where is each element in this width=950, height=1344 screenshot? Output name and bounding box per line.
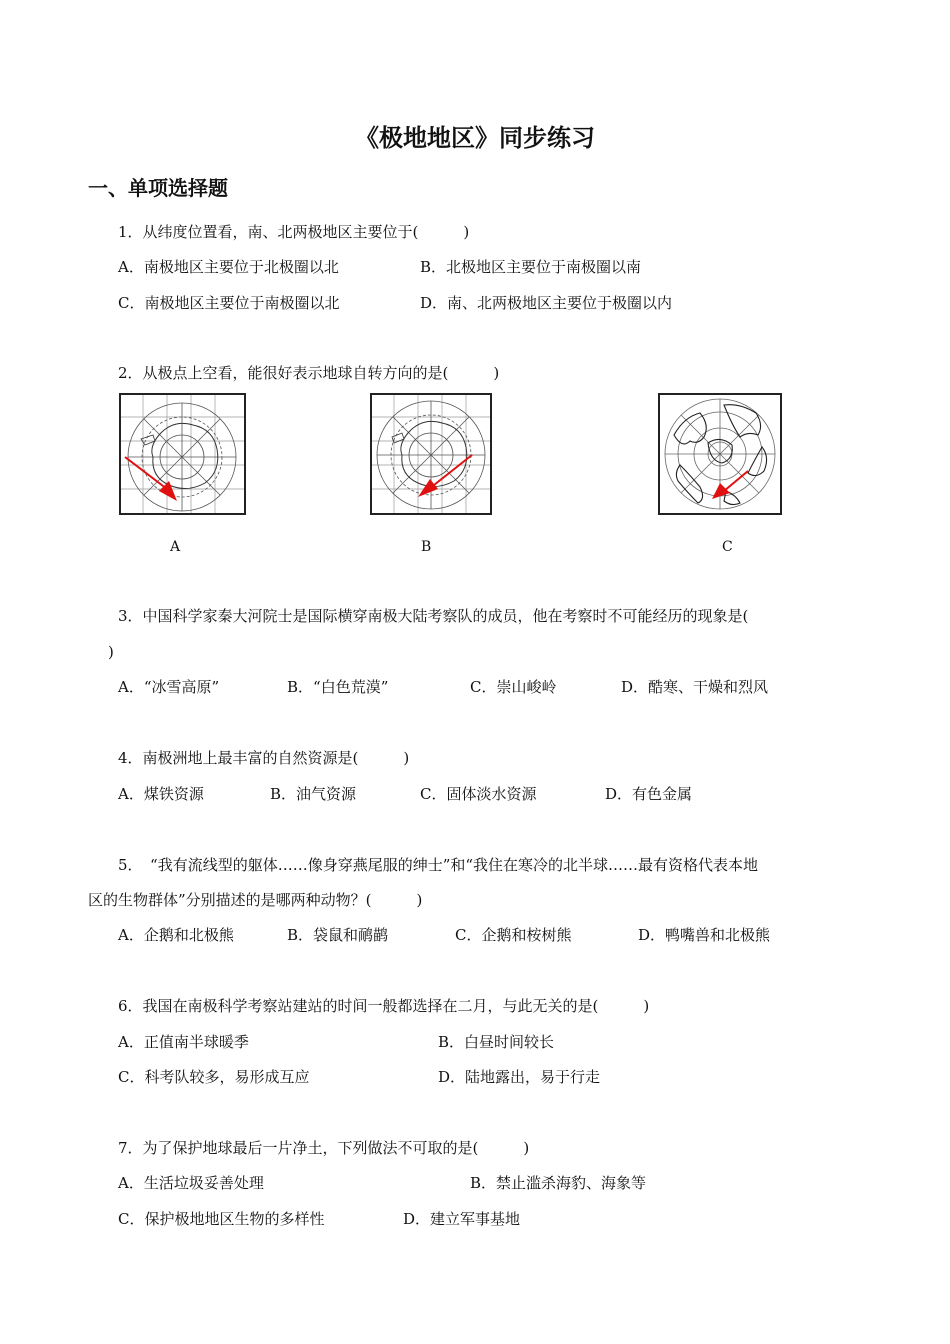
section-heading: 一、单项选择题 [88, 176, 228, 200]
figure-label-a: A [170, 539, 181, 555]
polar-map-b-drawing [372, 395, 490, 513]
question-3-option-d: D．酷寒、干燥和烈风 [621, 678, 769, 696]
question-3-option-a: A．“冰雪高原” [118, 678, 220, 696]
question-7-option-d: D．建立军事基地 [403, 1210, 521, 1228]
figure-label-c: C [722, 539, 733, 555]
figure-label-b: B [421, 539, 432, 555]
polar-map-a [119, 393, 246, 515]
question-5-option-a: A．企鹅和北极熊 [118, 926, 234, 944]
question-6-option-a: A．正值南半球暖季 [118, 1033, 249, 1051]
question-6-option-d: D．陆地露出，易于行走 [438, 1068, 601, 1086]
question-3-option-b: B．“白色荒漠” [287, 678, 389, 696]
question-6-option-b: B．白昼时间较长 [438, 1033, 555, 1051]
question-5-option-b: B．袋鼠和鸸鹋 [287, 926, 389, 944]
question-3-stem-continuation: ) [108, 643, 114, 661]
question-1-option-a: A．南极地区主要位于北极圈以北 [118, 258, 339, 276]
question-6-stem: 6．我国在南极科学考察站建站的时间一般都选择在二月，与此无关的是( ) [118, 997, 650, 1015]
question-7-stem: 7．为了保护地球最后一片净土，下列做法不可取的是( ) [118, 1139, 530, 1157]
polar-map-a-drawing [121, 395, 244, 513]
question-4-option-d: D．有色金属 [605, 785, 693, 803]
question-7-option-c: C．保护极地地区生物的多样性 [118, 1210, 325, 1228]
question-4-stem: 4．南极洲地上最丰富的自然资源是( ) [118, 749, 410, 767]
polar-map-c [658, 393, 782, 515]
question-5-stem: 5． “我有流线型的躯体……像身穿燕尾服的绅士”和“我住在寒冷的北半球……最有资格代表本地 [118, 856, 759, 874]
question-4-option-a: A．煤铁资源 [118, 785, 204, 803]
question-5-stem-continuation: 区的生物群体”分别描述的是哪两种动物？( ) [88, 891, 423, 909]
question-3-stem: 3．中国科学家秦大河院士是国际横穿南极大陆考察队的成员，他在考察时不可能经历的现象是( [118, 607, 749, 625]
question-3-option-c: C．崇山峻岭 [470, 678, 557, 696]
question-1-option-b: B．北极地区主要位于南极圈以南 [420, 258, 642, 276]
question-1-stem: 1．从纬度位置看，南、北两极地区主要位于( ) [118, 223, 470, 241]
question-1-option-d: D．南、北两极地区主要位于极圈以内 [420, 294, 673, 312]
question-5-option-d: D．鸭嘴兽和北极熊 [638, 926, 771, 944]
question-1-option-c: C．南极地区主要位于南极圈以北 [118, 294, 340, 312]
polar-map-b [370, 393, 492, 515]
question-6-option-c: C．科考队较多，易形成互应 [118, 1068, 310, 1086]
question-4-option-b: B．油气资源 [270, 785, 357, 803]
question-2-stem: 2．从极点上空看，能很好表示地球自转方向的是( ) [118, 364, 500, 382]
polar-map-c-drawing [660, 395, 780, 513]
question-7-option-a: A．生活垃圾妥善处理 [118, 1174, 264, 1192]
question-5-option-c: C．企鹅和桉树熊 [455, 926, 572, 944]
question-7-option-b: B．禁止滥杀海豹、海象等 [470, 1174, 647, 1192]
page-title: 《极地地区》同步练习 [355, 124, 595, 152]
question-4-option-c: C．固体淡水资源 [420, 785, 537, 803]
